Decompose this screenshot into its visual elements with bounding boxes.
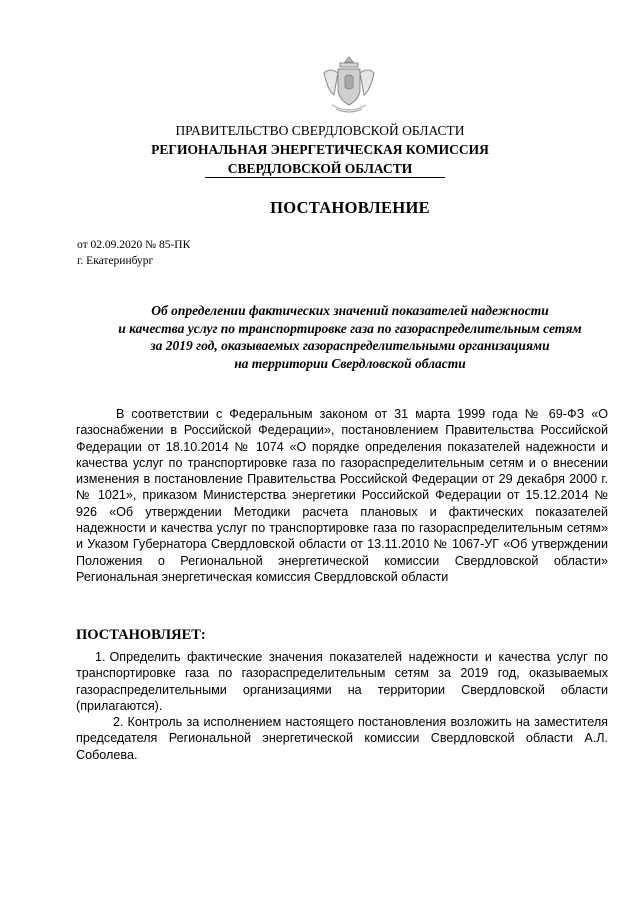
document-city: г. Екатеринбург	[77, 255, 154, 267]
government-name: ПРАВИТЕЛЬСТВО СВЕРДЛОВСКОЙ ОБЛАСТИ	[175, 123, 465, 138]
subject-line: за 2019 год, оказываемых газораспределительными организациями	[150, 338, 550, 353]
header-divider	[205, 177, 445, 178]
preamble-paragraph	[76, 406, 608, 585]
document-date-number: от 02.09.2020 № 85-ПК	[77, 239, 191, 251]
subject-line: на территории Свердловской области	[234, 355, 466, 371]
preamble-text: В соответствии с Федеральным законом от 31 марта 1999 года № 69-ФЗ «О газоснабжении в Российской Федерации», постановлением Правительства Российской Федерации от 18.10.2014 № 1074 «О порядке определения показателей надежности и качества услуг по транспортировке газа по газораспределительным сетям и о внесении изменения в постановление Правительства Российской Федерации от 29 декабря 2000 г. № 1021», приказом Министерства энергетики Российской Федерации от 15.12.2014 № 926 «Об утверждении Методики расчета плановых и фактических показателей надежности и качества услуг по транспортировке газа по газораспределительным сетям» и Указом Губернатора Свердловской области от 13.11.2010 № 1067-УГ «Об утверждении Положения о Региональной энергетической комиссии Свердловской области» Региональная энергетическая комиссия Свердловской области	[76, 407, 608, 584]
item-number: 1.	[95, 650, 106, 664]
decree-heading: ПОСТАНОВЛЯЕТ:	[76, 627, 206, 643]
decree-item	[76, 714, 608, 763]
subject-line: Об определении фактических значений показателей надежности	[151, 303, 549, 318]
item-text: Контроль за исполнением настоящего постановления возложить на заместителя председателя Региональной энергетической комиссии Свердловской области А.Л. Соболева.	[76, 715, 608, 762]
item-text: Определить фактические значения показателей надежности и качества услуг по транспортировке газа по газораспределительным сетям за 2019 год, оказываемых газораспределительными организациями на территории Свердловской области (прилагаются).	[76, 650, 608, 713]
item-number: 2.	[113, 715, 124, 729]
commission-name: РЕГИОНАЛЬНАЯ ЭНЕРГЕТИЧЕСКАЯ КОМИССИЯ	[151, 142, 489, 157]
document-subject	[60, 302, 640, 372]
coat-of-arms-icon	[318, 55, 380, 117]
region-name: СВЕРДЛОВСКОЙ ОБЛАСТИ	[227, 161, 413, 176]
subject-line: и качества услуг по транспортировке газа по газораспределительным сетям	[118, 320, 582, 336]
decree-item	[76, 649, 608, 714]
document-title: ПОСТАНОВЛЕНИЕ	[270, 198, 430, 217]
